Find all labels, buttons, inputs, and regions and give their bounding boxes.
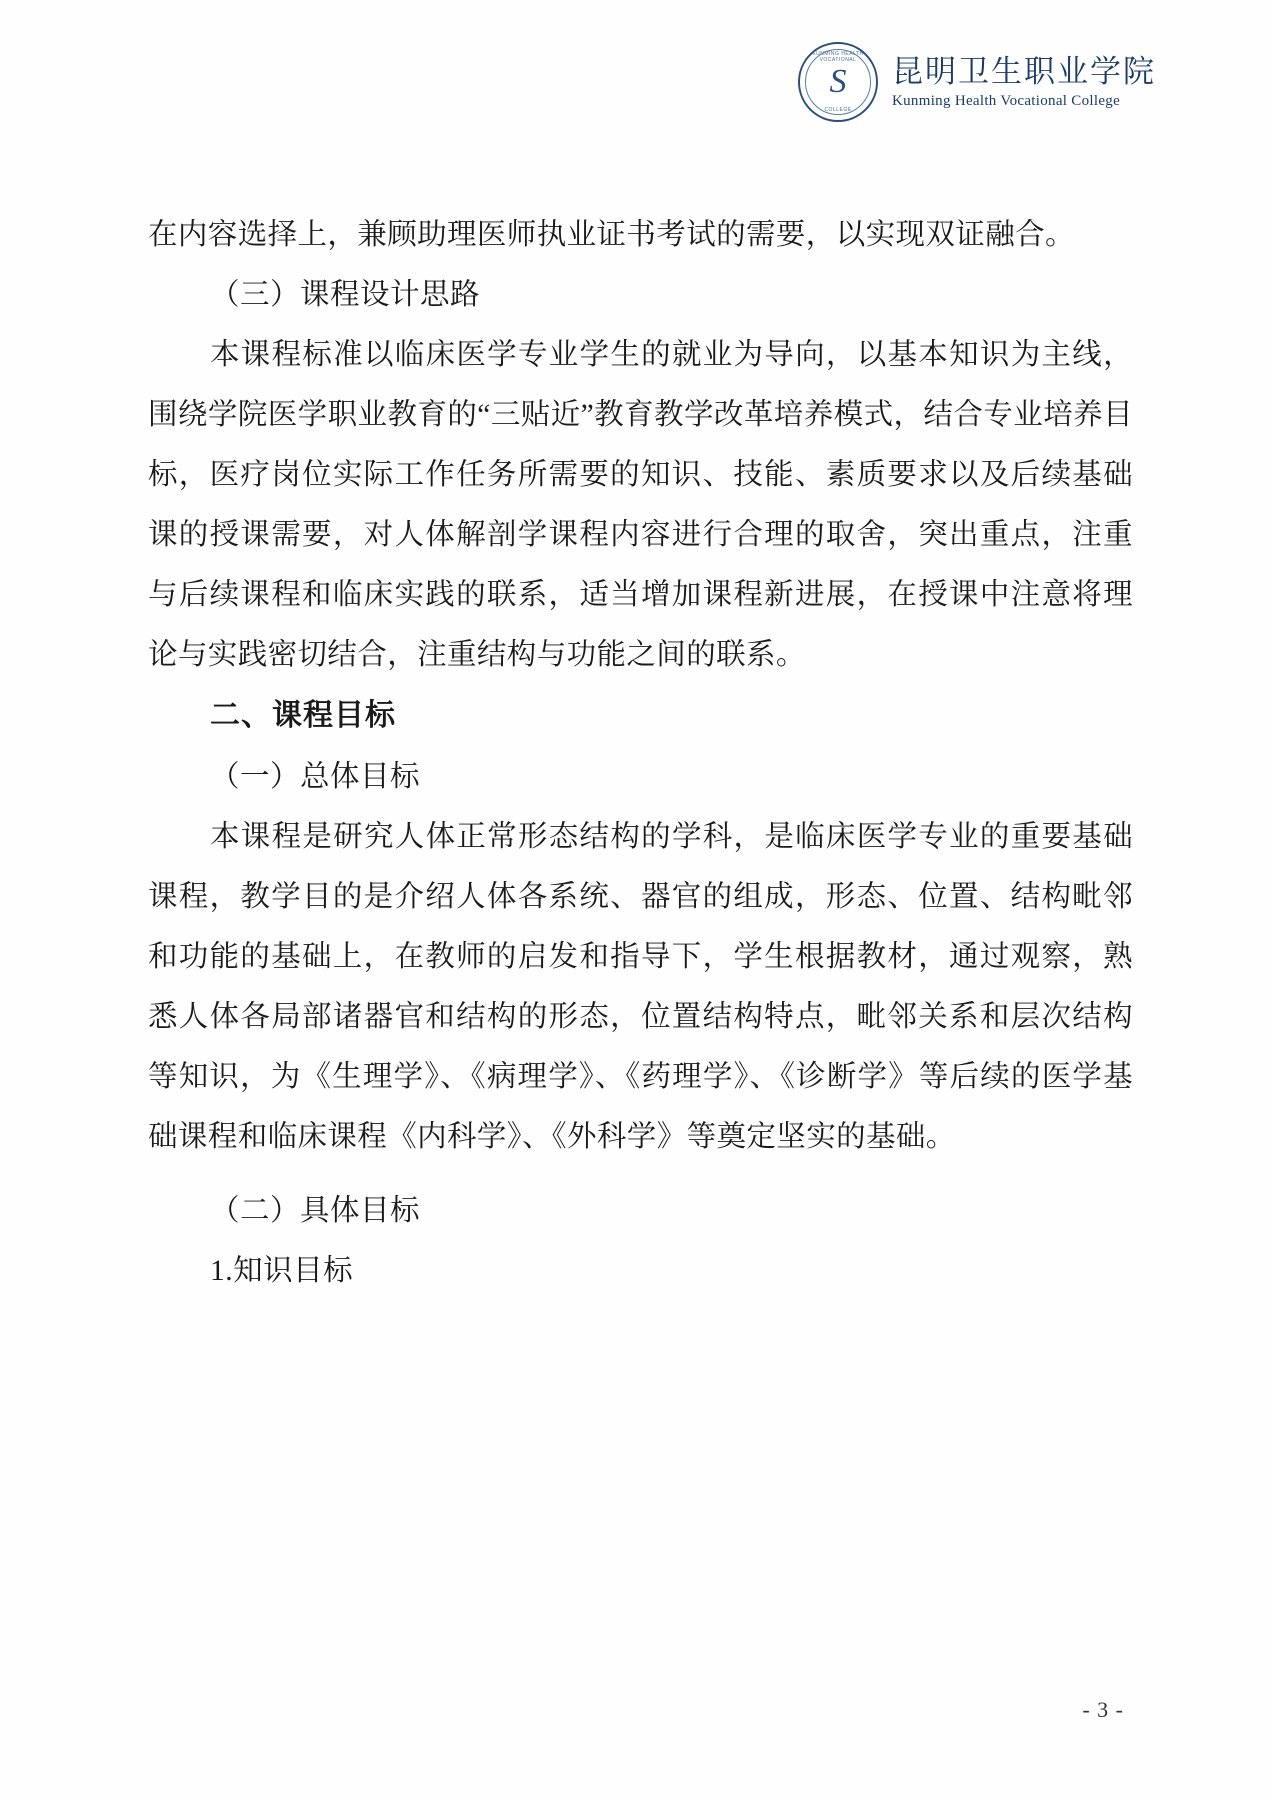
seal-monogram: S	[829, 63, 847, 100]
seal-ring-text-bottom: COLLEGE	[824, 107, 852, 113]
spacer	[148, 1167, 1133, 1181]
paragraph-course-design: 本课程标准以临床医学专业学生的就业为导向，以基本知识为主线，围绕学院医学职业教育的“三贴近”教育教学改革培养模式，结合专业培养目标，医疗岗位实际工作任务所需要的知识、技能、素质要求以及后续基础课的授课需要，对人体解剖学课程内容进行合理的取舍，突出重点，注重与后续课程和临床实践的联系，适当增加课程新进展，在授课中注意将理论与实践密切结合，注重结构与功能之间的联系。	[148, 339, 1133, 671]
college-seal-icon	[798, 42, 878, 122]
document-body	[148, 205, 1133, 1301]
heading-course-objectives: 二、课程目标	[210, 699, 396, 732]
college-name-en: Kunming Health Vocational College	[892, 93, 1121, 110]
heading-knowledge-objective: 1.知识目标	[210, 1255, 354, 1287]
paragraph-overall-objective: 本课程是研究人体正常形态结构的学科，是临床医学专业的重要基础课程，教学目的是介绍人体各系统、器官的组成，形态、位置、结构毗邻和功能的基础上，在教师的启发和指导下，学生根据教材，通过观察，熟悉人体各局部诸器官和结构的形态，位置结构特点，毗邻关系和层次结构等知识，为《生理学》、《病理学》、《药理学》、《诊断学》等后续的医学基础课程和临床课程《内科学》、《外科学》等奠定坚实的基础。	[148, 821, 1133, 1153]
college-name-block	[892, 54, 1156, 111]
seal-ring-text-top: KUNMING HEALTH VOCATIONAL	[812, 51, 864, 63]
heading-course-design: （三）课程设计思路	[210, 279, 481, 311]
college-name-cn: 昆明卫生职业学院	[892, 53, 1156, 89]
paragraph-continued: 在内容选择上，兼顾助理医师执业证书考试的需要，以实现双证融合。	[148, 219, 1075, 251]
college-logo	[798, 42, 1156, 122]
heading-overall-objective: （一）总体目标	[210, 761, 421, 793]
page-number: - 3 -	[1082, 1697, 1124, 1722]
heading-specific-objective: （二）具体目标	[210, 1195, 421, 1227]
